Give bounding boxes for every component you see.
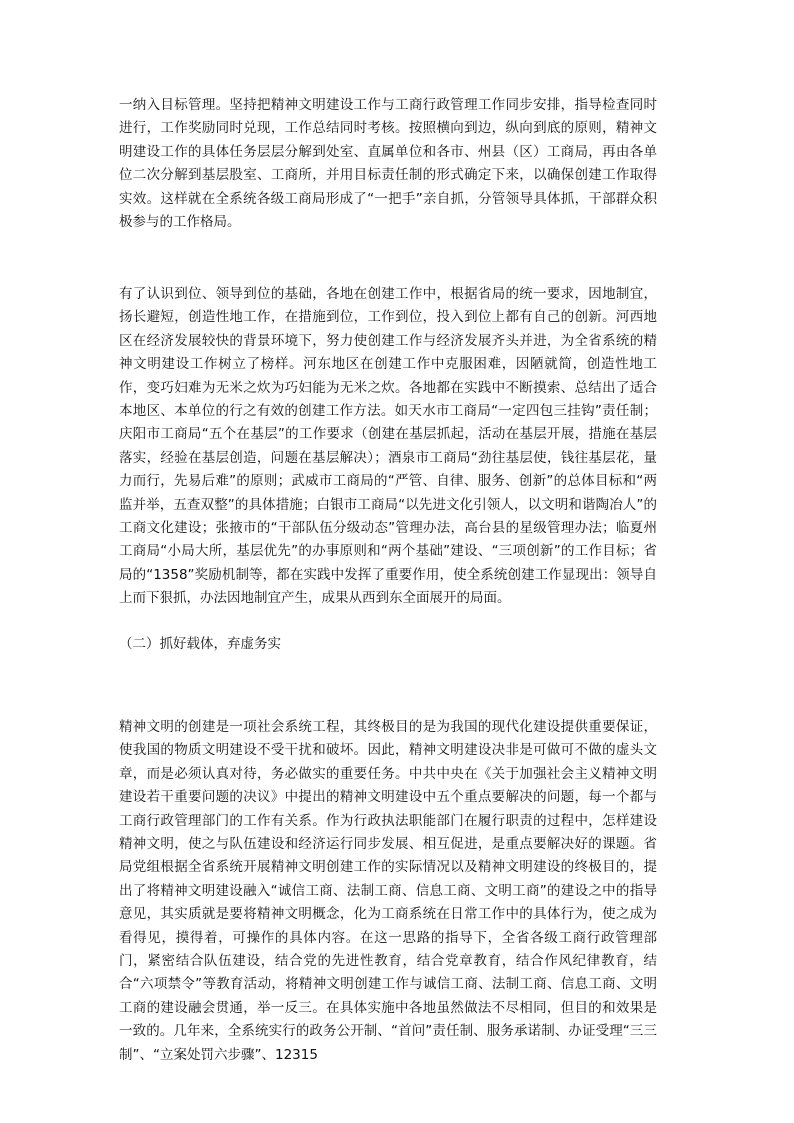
paragraph-carrier-practice: 精神文明的创建是一项社会系统工程，其终极目的是为我国的现代化建设提供重要保证，使我国的物质文明建设不受干扰和破坏。因此，精神文明建设决非是可做可不做的虚头文章，而是必须认真对待，务必做实的重要任务。中共中央在《关于加强社会主义精神文明建设若干重要问题的决议》中提出的精神文明建设中五个重点要解决的问题，每一个都与工商行政管理部门的工作有关系。作为行政执法职能部门在履行职责的过程中，怎样建设精神文明，使之与队伍建设和经济运行同步发展、相互促进，是重点要解决好的课题。省局党组根据全省系统开展精神文明创建工作的实际情况以及精神文明建设的终极目的，提出了将精神文明建设融入“诚信工商、法制工商、信息工商、文明工商”的建设之中的指导意见，其实质就是要将精神文明概念，化为工商系统在日常工作中的具体行为，使之成为看得见，摸得着，可操作的具体内容。在这一思路的指导下，全省各级工商行政管理部门，紧密结合队伍建设，结合党的先进性教育，结合党章教育，结合作风纪律教育，结合“六项禁令”等教育活动，将精神文明创建工作与诚信工商、法制工商、信息工商、文明工商的建设融会贯通，举一反三。在具体实施中各地虽然做法不尽相同，但目的和效果是一致的。几年来，全系统实行的政务公开制、“首问”责任制、服务承诺制、办证受理“三三制”、“立案处罚六步骤”、12315 [119,719,657,1063]
paragraph-target-management: 一纳入目标管理。坚持把精神文明建设工作与工商行政管理工作同步安排，指导检查同时进行，工作奖励同时兑现，工作总结同时考核。按照横向到边，纵向到底的原则，精神文明建设工作的具体任务层层分解到处室、直属单位和各市、州县（区）工商局，再由各单位二次分解到基层股室、工商所，并用目标责任制的形式确定下来，以确保创建工作取得实效。这样就在全系统各级工商局形成了“一把手”亲自抓，分管领导具体抓，干部群众积极参与的工作格局。 [119,97,657,231]
section-heading: （二）抓好载体，弃虚务实 [119,636,281,652]
paragraph-local-innovation: 有了认识到位、领导到位的基础，各地在创建工作中，根据省局的统一要求，因地制宜，扬长避短，创造性地工作，在措施到位，工作到位，投入到位上都有自己的创新。河西地区在经济发展较快的背景环境下，努力使创建工作与经济发展齐头并进，为全省系统的精神文明建设工作树立了榜样。河东地区在创建工作中克服困难，因陋就简，创造性地工作，变巧妇难为无米之炊为巧妇能为无米之炊。各地都在实践中不断摸索、总结出了适合本地区、本单位的行之有效的创建工作方法。如天水市工商局“一定四包三挂钩”责任制；庆阳市工商局“五个在基层”的工作要求（创建在基层抓起，活动在基层开展，措施在基层落实，经验在基层创造，问题在基层解决）；酒泉市工商局“劲往基层使，钱往基层花，量力而行，先易后难”的原则；武威市工商局的“严管、自律、服务、创新”的总体目标和“两监并举，五查双整”的具体措施；白银市工商局“以先进文化引领人，以文明和谐陶冶人”的工商文化建设；张掖市的“干部队伍分级动态”管理办法，高台县的星级管理办法；临夏州工商局“小局大所，基层优先”的办事原则和“两个基础”建设、“三项创新”的工作目标；省局的“1358”奖励机制等，都在实践中发挥了重要作用，使全系统创建工作显现出：领导自上而下狠抓，办法因地制宜产生，成果从西到东全面展开的局面。 [119,286,657,607]
